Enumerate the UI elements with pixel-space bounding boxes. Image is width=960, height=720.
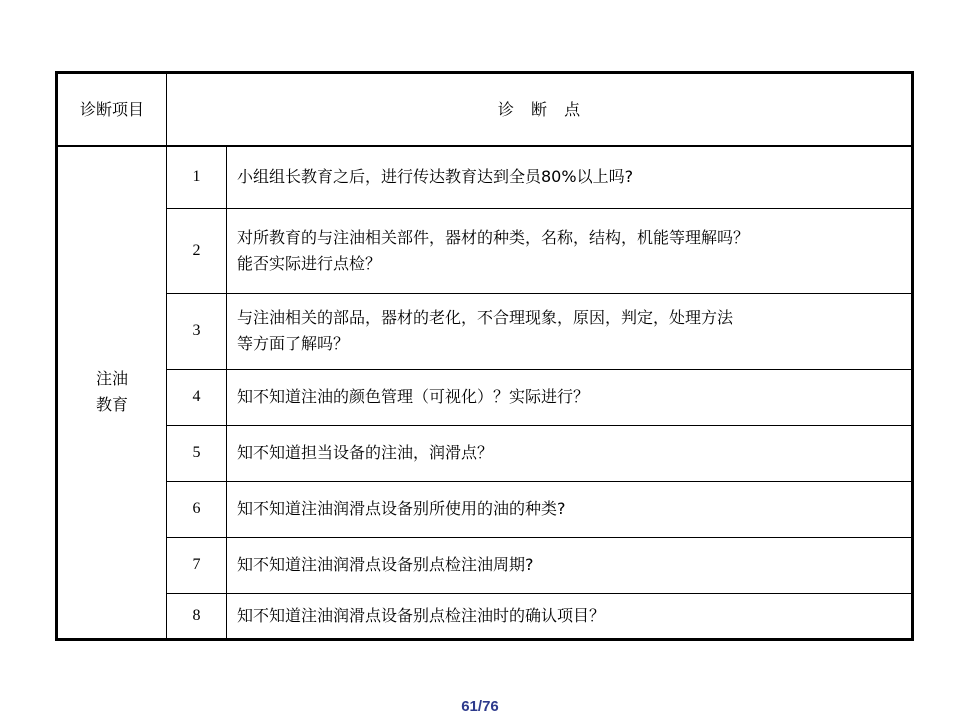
row-text-line: 与注油相关的部品，器材的老化，不合理现象，原因，判定，处理方法 [237, 308, 734, 327]
row-number: 3 [167, 293, 227, 369]
row-number: 8 [167, 593, 227, 639]
row-text-line: 知不知道注油润滑点设备别点检注油时的确认项目？ [237, 605, 606, 625]
table-row [57, 593, 913, 639]
row-text-line: 小组组长教育之后，进行传达教育达到全员80%以上吗? [237, 167, 634, 187]
row-text [227, 481, 913, 537]
row-text-line: 知不知道注油润滑点设备别点检注油周期? [237, 555, 534, 574]
table-row [57, 425, 913, 481]
table-row [57, 481, 913, 537]
row-text-line: 知不知道注油的颜色管理（可视化）？实际进行？ [237, 387, 590, 406]
row-text-line: 知不知道注油润滑点设备别所使用的油的种类? [237, 499, 566, 518]
table-row [57, 146, 913, 208]
header-diagnosis-item: 诊断项目 [57, 73, 167, 147]
table-row [57, 537, 913, 593]
row-number: 4 [167, 369, 227, 425]
row-text [227, 537, 913, 593]
page-number: 61/76 [461, 698, 499, 715]
row-text [227, 208, 913, 293]
category-cell [57, 146, 167, 639]
row-number: 2 [167, 208, 227, 293]
row-text [227, 369, 913, 425]
table-row [57, 293, 913, 369]
category-label-line1: 注油 [95, 369, 128, 389]
row-text [227, 293, 913, 369]
diagnosis-table [55, 71, 914, 641]
table-row [57, 369, 913, 425]
category-label-line2: 教育 [95, 395, 128, 415]
row-number: 6 [167, 481, 227, 537]
row-number: 1 [167, 146, 227, 208]
row-text-line: 能否实际进行点检？ [237, 253, 382, 273]
row-number: 7 [167, 537, 227, 593]
row-text-line: 知不知道担当设备的注油，润滑点？ [237, 443, 494, 462]
row-text [227, 146, 913, 208]
table-header-row [57, 73, 913, 147]
row-text [227, 593, 913, 639]
row-text-line: 等方面了解吗？ [237, 334, 350, 353]
header-diagnosis-point: 诊 断 点 [167, 73, 913, 147]
row-text-line: 对所教育的与注油相关部件，器材的种类，名称，结构，机能等理解吗？ [237, 227, 750, 247]
row-number: 5 [167, 425, 227, 481]
table-row [57, 208, 913, 293]
row-text [227, 425, 913, 481]
